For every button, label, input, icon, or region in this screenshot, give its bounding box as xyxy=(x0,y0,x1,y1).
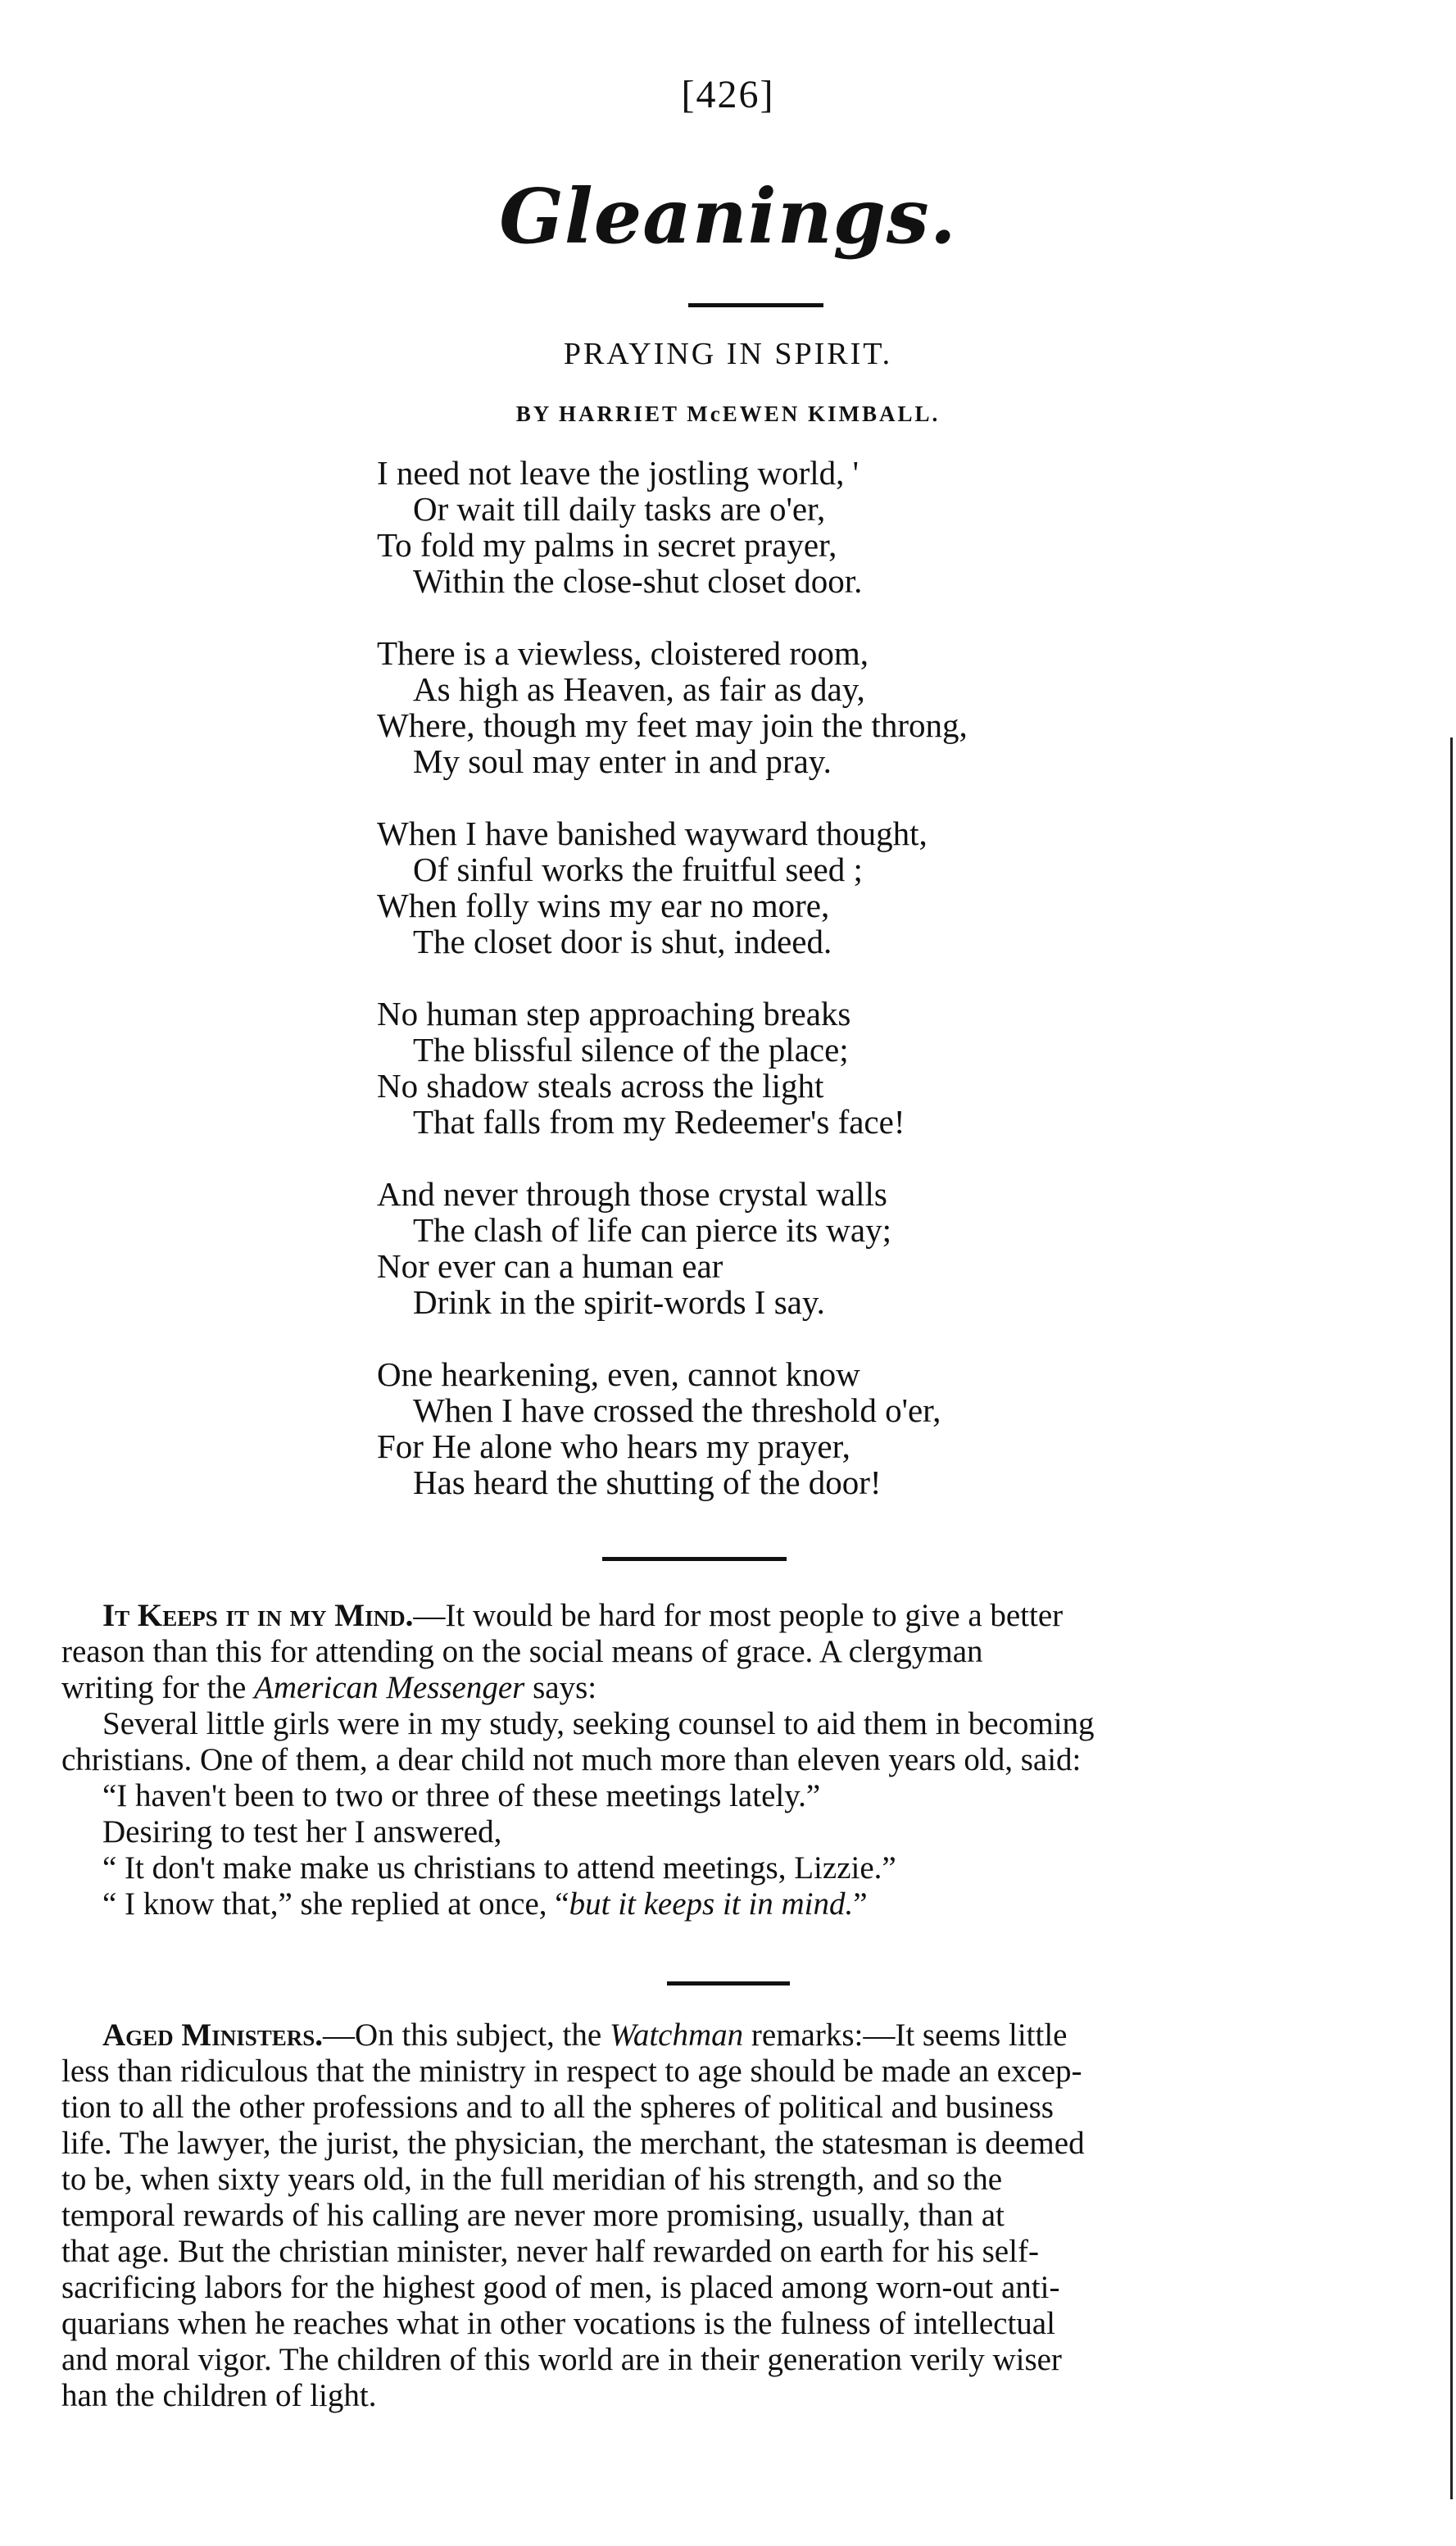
article-line: reason than this for attending on the social means of grace. A clergyman xyxy=(61,1634,983,1669)
poem-line: No human step approaching breaks xyxy=(377,995,851,1032)
poem-line: One hearkening, even, cannot know xyxy=(377,1355,860,1393)
article-line: christians. One of them, a dear child not much more than eleven years old, said: xyxy=(61,1742,1082,1777)
poem-line: For He alone who hears my prayer, xyxy=(377,1427,850,1465)
article-divider-rule xyxy=(667,1981,790,1986)
article-heading: It Keeps it in my Mind. xyxy=(102,1598,414,1633)
poem-line: That falls from my Redeemer's face! xyxy=(413,1103,905,1141)
section-title: Gleanings. xyxy=(499,172,957,261)
poem-line: To fold my palms in secret prayer, xyxy=(377,526,837,564)
poem-stanza xyxy=(377,455,1278,599)
poem-line: As high as Heaven, as fair as day, xyxy=(413,670,865,708)
article-line: Desiring to test her I answered, xyxy=(102,1814,502,1849)
source-title: American Messenger xyxy=(254,1670,525,1705)
poem-byline: BY HARRIET McEWEN KIMBALL. xyxy=(515,402,941,426)
article-line: han the children of light. xyxy=(61,2378,377,2413)
poem-line: When I have crossed the threshold o'er, xyxy=(413,1391,941,1429)
poem-line: Has heard the shutting of the door! xyxy=(413,1464,882,1501)
poem-line: The blissful silence of the place; xyxy=(413,1031,849,1069)
article-line xyxy=(61,1670,1405,1706)
poem-line: Drink in the spirit-words I say. xyxy=(413,1283,825,1321)
article-line xyxy=(61,1886,1405,1922)
article-text: writing for the xyxy=(61,1670,255,1705)
poem-line: Nor ever can a human ear xyxy=(377,1247,723,1285)
article-text: —On this subject, the xyxy=(323,2017,610,2053)
poem-stanza xyxy=(377,815,1278,960)
poem-stanza xyxy=(377,996,1278,1140)
poem-line: No shadow steals across the light xyxy=(377,1067,824,1105)
article-line: to be, when sixty years old, in the full meridian of his strength, and so the xyxy=(61,2162,1003,2197)
article-line: sacrificing labors for the highest good of men, is placed among worn-out anti- xyxy=(61,2270,1060,2305)
article-text: “ I know that,” she replied at once, “ xyxy=(102,1886,569,1922)
poem-line: I need not leave the jostling world, ' xyxy=(377,454,860,492)
poem-end-rule xyxy=(602,1557,787,1561)
poem-line: When folly wins my ear no more, xyxy=(377,887,830,924)
article-line: temporal rewards of his calling are never more promising, usually, than at xyxy=(61,2198,1005,2233)
article-line: and moral vigor. The children of this world are in their generation verily wiser xyxy=(61,2342,1062,2377)
page-number: [426] xyxy=(681,73,775,116)
article-line: “ It don't make make us christians to attend meetings, Lizzie.” xyxy=(102,1850,896,1886)
poem-line: The clash of life can pierce its way; xyxy=(413,1211,891,1249)
poem-line: When I have banished wayward thought, xyxy=(377,815,928,852)
article-line: quarians when he reaches what in other vocations is the fulness of intellectual xyxy=(61,2306,1055,2341)
article-text: says: xyxy=(524,1670,597,1705)
article-text: —It would be hard for most people to give a better xyxy=(413,1598,1064,1633)
poem-line: Or wait till daily tasks are o'er, xyxy=(413,490,826,528)
poem-line: Within the close-shut closet door. xyxy=(413,562,863,600)
article-text: ” xyxy=(853,1886,868,1922)
article-line: life. The lawyer, the jurist, the physician, the merchant, the statesman is deemed xyxy=(61,2126,1085,2161)
article-aged-ministers xyxy=(61,2017,1405,2414)
article-line: Several little girls were in my study, seeking counsel to aid them in becoming xyxy=(102,1706,1095,1741)
poem-line: Of sinful works the fruitful seed ; xyxy=(413,851,863,888)
article-line xyxy=(61,2017,1405,2054)
article-text: remarks:—It seems little xyxy=(743,2017,1068,2053)
poem-line: The closet door is shut, indeed. xyxy=(413,923,832,960)
article-line: less than ridiculous that the ministry in respect to age should be made an excep- xyxy=(61,2054,1082,2089)
article-line xyxy=(61,1598,1405,1634)
page-edge-line xyxy=(1450,737,1453,2499)
poem-stanza xyxy=(377,1176,1278,1320)
title-rule xyxy=(688,303,823,307)
poem-title: PRAYING IN SPIRIT. xyxy=(563,337,893,371)
article-line: that age. But the christian minister, never half rewarded on earth for his self- xyxy=(61,2234,1039,2269)
poem-line: There is a viewless, cloistered room, xyxy=(377,634,869,672)
article-emphasis: but it keeps it in mind. xyxy=(569,1886,854,1922)
poem-line: My soul may enter in and pray. xyxy=(413,742,832,780)
poem-stanza xyxy=(377,635,1278,779)
article-line: “I haven't been to two or three of these meetings lately.” xyxy=(102,1778,821,1813)
article-heading: Aged Ministers. xyxy=(102,2017,324,2053)
article-keeps-it-in-mind xyxy=(61,1598,1405,1922)
source-title: Watchman xyxy=(609,2017,744,2053)
poem-stanza xyxy=(377,1356,1278,1500)
poem-line: And never through those crystal walls xyxy=(377,1175,887,1213)
poem-line: Where, though my feet may join the throng, xyxy=(377,706,968,744)
article-line: tion to all the other professions and to all the spheres of political and business xyxy=(61,2090,1054,2125)
